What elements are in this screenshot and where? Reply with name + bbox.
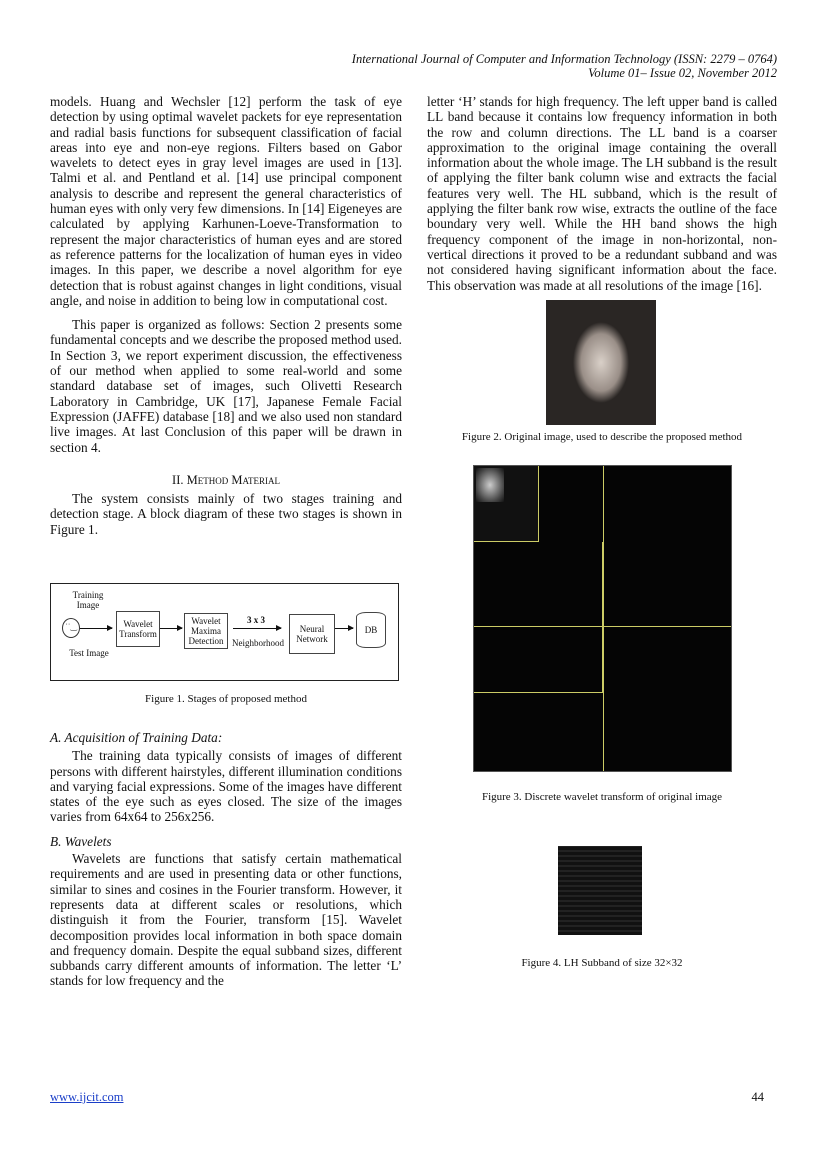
header-line1: International Journal of Computer and Information Technology (ISSN: 2279 – 0764) — [351, 52, 777, 66]
ll-subband — [476, 468, 504, 502]
left-column-bottom — [50, 730, 402, 989]
paragraph: This paper is organized as follows: Section 2 presents some fundamental concepts and we describe the proposed method used. In Section 3, we report experiment discussion, the effectiveness of our method when applied to some real-world and some standard database set of images, such Olivetti Research Laboratory in Cambridge, UK [17], Japanese Female Facial Expression (JAFFE) database [18] and we also used non standard live images. At last Conclusion of this paper will be drawn in section 4. — [50, 317, 402, 455]
figure-1-diagram — [50, 583, 399, 681]
divider — [474, 626, 731, 627]
subsection-heading: A. Acquisition of Training Data: — [50, 730, 223, 745]
test-image-label: Test Image — [69, 648, 109, 658]
paragraph: letter ‘H’ stands for high frequency. The left upper band is called LL band because it contains low frequency information in both the row and column directions. The LL band is a coarser approximation to the original image containing the overall information about the whole image. The LH subband is the result of applying the filter bank column wise and extracts the facial features very well. The HL subband, which is the result of applying the filter bank row wise, extracts the outline of the face boundary very well. While the HH band shows the high frequency component of the image in non-horizontal, non-vertical directions it proved to be a redundant subband and was not considered having significant information about the face. This observation was made at all resolutions of the image [16]. — [427, 94, 777, 293]
wavelet-transform-image — [473, 465, 732, 772]
journal-link[interactable]: www.ijcit.com — [50, 1090, 124, 1104]
original-face-image — [546, 300, 656, 425]
journal-header — [352, 52, 777, 80]
figure-3-caption: Figure 3. Discrete wavelet transform of original image — [481, 791, 723, 803]
neighborhood-label: Neighborhood — [232, 638, 284, 648]
subband-level1 — [474, 542, 603, 693]
header-line2: Volume 01– Issue 02, November 2012 — [588, 66, 777, 80]
neural-network-box: Neural Network — [289, 614, 335, 654]
figure-4-caption: Figure 4. LH Subband of size 32×32 — [521, 957, 683, 969]
paragraph: models. Huang and Wechsler [12] perform the task of eye detection by using optimal wavelet packets for eye representation and radial basis functions for subsequent classification of facial areas into eye and non-eye regions. Filters based on Gabor wavelets to detect eyes in gray level images are used in [13]. Talmi et al. and Pentland et al. [14] use principal component analysis to describe and represent the general characteristics of human eyes with only very few dimensions. In [14] Eigeneyes are calculated by applying Karhunen-Loeve-Transformation to represent the major characteristics of human eyes and are stored as reference patterns for the localization of human eyes in video images. In this paper, we describe a novel algorithm for eye detection that is robust against changes in light conditions, visual angle, and noise in addition to being low in computational cost. — [50, 94, 402, 308]
arrow-icon — [160, 628, 182, 629]
section-heading: II. Method Material — [172, 472, 280, 487]
divider — [603, 466, 604, 771]
right-column — [427, 94, 777, 293]
subband-level2 — [474, 466, 539, 542]
arrow-icon — [233, 628, 281, 629]
database-icon: DB — [356, 612, 386, 648]
arrow-icon — [80, 628, 112, 629]
lh-subband-image — [558, 846, 642, 935]
left-column-top — [50, 94, 402, 537]
subsection-heading: B. Wavelets — [50, 833, 112, 849]
face-icon: ˙˙‿ — [62, 618, 80, 638]
neighborhood-size: 3 x 3 — [247, 615, 265, 625]
training-image-label: Training Image — [72, 590, 104, 610]
figure-1-caption: Figure 1. Stages of proposed method — [145, 693, 307, 705]
paragraph: The system consists mainly of two stages training and detection stage. A block diagram of these two stages is shown in Figure 1. — [50, 491, 402, 537]
wavelet-transform-box: Wavelet Transform — [116, 611, 160, 647]
paragraph: Wavelets are functions that satisfy certain mathematical requirements and are used in presenting data or other functions, similar to sines and cosines in the Fourier transform. However, it represents data at different scales or resolutions, which distinguish it from the Fourier, transform [15]. Wavelet decomposition provides local information in both space domain and frequency domain. Despite the equal subband sizes, different subbands carry different amounts of information. The letter ‘L’ stands for low frequency and the — [50, 851, 402, 989]
page-number: 44 — [751, 1090, 764, 1104]
arrow-icon — [335, 628, 353, 629]
paragraph: The training data typically consists of images of different persons with different hairstyles, different illumination conditions and varying facial expressions. Some of the images have different states of the eye such as eyes closed. The size of the images varies from 64x64 to 256x256. — [50, 748, 402, 825]
figure-2-caption: Figure 2. Original image, used to describe the proposed method — [461, 431, 743, 443]
wavelet-maxima-box: Wavelet Maxima Detection — [184, 613, 228, 649]
